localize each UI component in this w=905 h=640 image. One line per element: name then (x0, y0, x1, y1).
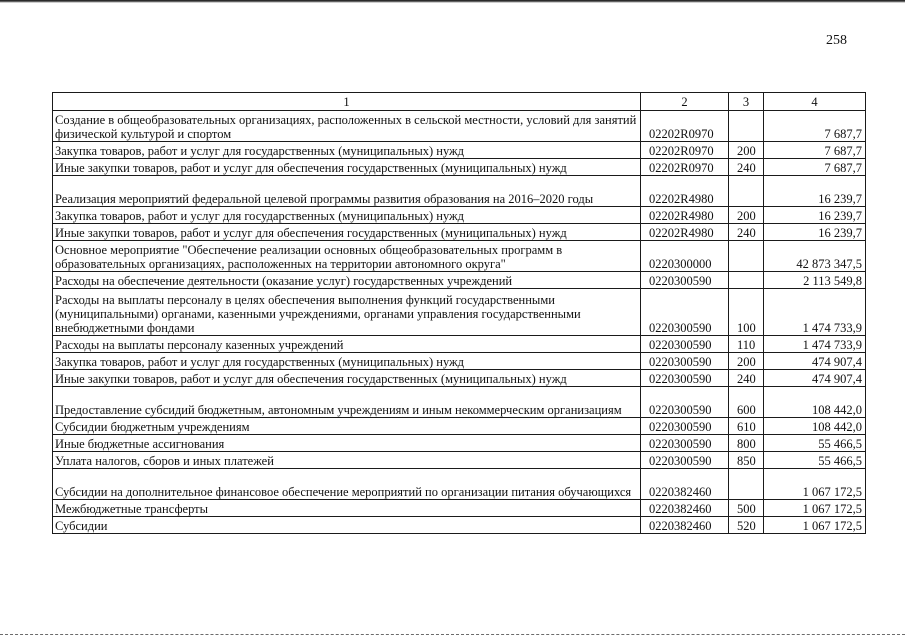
row-name-cell: Иные бюджетные ассигнования (53, 435, 641, 452)
row-amount-cell: 7 687,7 (764, 142, 866, 159)
column-header-amount: 4 (764, 93, 866, 111)
row-name-cell: Уплата налогов, сборов и иных платежей (53, 452, 641, 469)
row-name-cell: Реализация мероприятий федеральной целевой программы развития образования на 2016–2020 годы (53, 176, 641, 207)
row-amount-cell: 16 239,7 (764, 207, 866, 224)
table-row (53, 435, 866, 452)
row-amount-cell: 1 067 172,5 (764, 517, 866, 534)
row-type-cell: 240 (729, 224, 764, 241)
row-amount-cell: 108 442,0 (764, 387, 866, 418)
table-row (53, 336, 866, 353)
table-row (53, 418, 866, 435)
row-amount-cell: 42 873 347,5 (764, 241, 866, 272)
row-name-cell: Закупка товаров, работ и услуг для государственных (муниципальных) нужд (53, 207, 641, 224)
row-code-cell: 0220300590 (641, 370, 729, 387)
row-type-cell: 800 (729, 435, 764, 452)
row-code-cell: 0220300590 (641, 387, 729, 418)
table-row (53, 241, 866, 272)
row-amount-cell: 2 113 549,8 (764, 272, 866, 289)
row-amount-cell: 55 466,5 (764, 452, 866, 469)
column-header-name: 1 (53, 93, 641, 111)
row-amount-cell: 1 474 733,9 (764, 336, 866, 353)
table-row (53, 500, 866, 517)
row-name-cell: Основное мероприятие "Обеспечение реализации основных общеобразовательных программ в образовательных организациях, расположенных на территории автономного округа" (53, 241, 641, 272)
row-type-cell: 200 (729, 142, 764, 159)
row-name-cell: Субсидии бюджетным учреждениям (53, 418, 641, 435)
row-type-cell (729, 272, 764, 289)
row-name-cell: Субсидии на дополнительное финансовое обеспечение мероприятий по организации питания обучающихся (53, 469, 641, 500)
row-amount-cell: 7 687,7 (764, 111, 866, 142)
budget-table-body (53, 93, 866, 534)
row-name-cell: Межбюджетные трансферты (53, 500, 641, 517)
row-name-cell: Расходы на выплаты персоналу казенных учреждений (53, 336, 641, 353)
table-row (53, 370, 866, 387)
row-name-cell: Закупка товаров, работ и услуг для государственных (муниципальных) нужд (53, 142, 641, 159)
row-type-cell: 500 (729, 500, 764, 517)
row-type-cell: 520 (729, 517, 764, 534)
row-type-cell: 200 (729, 207, 764, 224)
row-type-cell (729, 111, 764, 142)
row-type-cell: 110 (729, 336, 764, 353)
row-amount-cell: 1 067 172,5 (764, 469, 866, 500)
scan-bottom-edge (0, 634, 905, 637)
table-header-row (53, 93, 866, 111)
row-type-cell: 850 (729, 452, 764, 469)
row-name-cell: Создание в общеобразовательных организациях, расположенных в сельской местности, условий для занятий физической культурой и спортом (53, 111, 641, 142)
row-code-cell: 02202R0970 (641, 159, 729, 176)
row-code-cell: 0220300590 (641, 353, 729, 370)
row-type-cell (729, 241, 764, 272)
row-code-cell: 02202R4980 (641, 224, 729, 241)
table-row (53, 272, 866, 289)
row-code-cell: 02202R4980 (641, 207, 729, 224)
row-name-cell: Предоставление субсидий бюджетным, автономным учреждениям и иным некоммерческим организациям (53, 387, 641, 418)
budget-table (52, 92, 866, 534)
table-row (53, 176, 866, 207)
row-code-cell: 0220300590 (641, 418, 729, 435)
row-code-cell: 0220300590 (641, 336, 729, 353)
row-code-cell: 0220300590 (641, 435, 729, 452)
row-name-cell: Субсидии (53, 517, 641, 534)
row-name-cell: Расходы на выплаты персоналу в целях обеспечения выполнения функций государственными (муниципальными) органами, казенными учреждениями, органами управления государственными внебюджетными фондами (53, 289, 641, 336)
table-row (53, 111, 866, 142)
row-code-cell: 0220300000 (641, 241, 729, 272)
row-type-cell: 200 (729, 353, 764, 370)
table-row (53, 224, 866, 241)
row-amount-cell: 108 442,0 (764, 418, 866, 435)
row-type-cell: 240 (729, 370, 764, 387)
row-type-cell: 610 (729, 418, 764, 435)
row-amount-cell: 16 239,7 (764, 176, 866, 207)
row-code-cell: 02202R4980 (641, 176, 729, 207)
row-amount-cell: 16 239,7 (764, 224, 866, 241)
row-amount-cell: 7 687,7 (764, 159, 866, 176)
row-name-cell: Иные закупки товаров, работ и услуг для обеспечения государственных (муниципальных) нужд (53, 159, 641, 176)
scan-top-edge (0, 0, 905, 3)
page-number: 258 (826, 33, 847, 48)
row-amount-cell: 1 474 733,9 (764, 289, 866, 336)
row-code-cell: 0220382460 (641, 500, 729, 517)
column-header-code: 2 (641, 93, 729, 111)
row-type-cell: 100 (729, 289, 764, 336)
row-type-cell (729, 176, 764, 207)
row-code-cell: 0220382460 (641, 517, 729, 534)
row-code-cell: 0220382460 (641, 469, 729, 500)
table-row (53, 469, 866, 500)
table-row (53, 517, 866, 534)
row-code-cell: 0220300590 (641, 289, 729, 336)
row-amount-cell: 55 466,5 (764, 435, 866, 452)
table-row (53, 353, 866, 370)
row-code-cell: 0220300590 (641, 272, 729, 289)
row-name-cell: Расходы на обеспечение деятельности (оказание услуг) государственных учреждений (53, 272, 641, 289)
row-code-cell: 02202R0970 (641, 142, 729, 159)
table-row (53, 207, 866, 224)
row-name-cell: Иные закупки товаров, работ и услуг для обеспечения государственных (муниципальных) нужд (53, 370, 641, 387)
column-header-type: 3 (729, 93, 764, 111)
row-type-cell: 240 (729, 159, 764, 176)
row-code-cell: 02202R0970 (641, 111, 729, 142)
table-row (53, 289, 866, 336)
table-row (53, 142, 866, 159)
table-row (53, 452, 866, 469)
row-amount-cell: 1 067 172,5 (764, 500, 866, 517)
table-row (53, 387, 866, 418)
row-type-cell (729, 469, 764, 500)
table-row (53, 159, 866, 176)
row-name-cell: Иные закупки товаров, работ и услуг для обеспечения государственных (муниципальных) нужд (53, 224, 641, 241)
row-amount-cell: 474 907,4 (764, 353, 866, 370)
row-type-cell: 600 (729, 387, 764, 418)
row-code-cell: 0220300590 (641, 452, 729, 469)
row-amount-cell: 474 907,4 (764, 370, 866, 387)
row-name-cell: Закупка товаров, работ и услуг для государственных (муниципальных) нужд (53, 353, 641, 370)
